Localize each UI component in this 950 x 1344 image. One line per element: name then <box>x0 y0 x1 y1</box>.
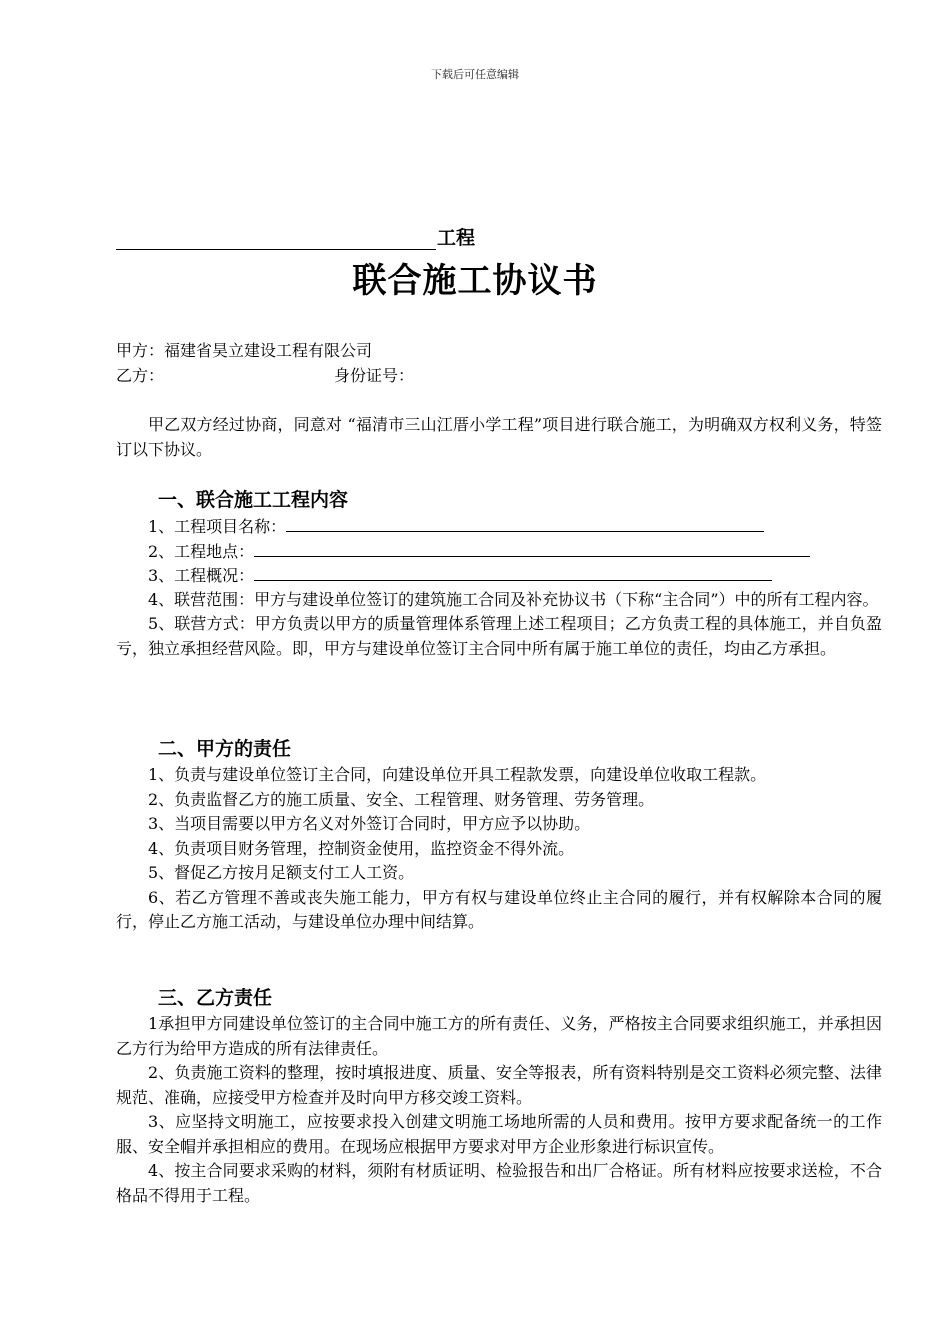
party-b-label: 乙方： <box>116 365 165 385</box>
party-b-line <box>116 364 882 389</box>
item-label: 3、工程概况： <box>148 566 255 585</box>
project-overview-fill-line <box>254 563 772 581</box>
section-1-item-4: 4、联营范围：甲方与建设单位签订的建筑施工合同及补充协议书（下称“主合同”）中的所有工程内容。 <box>148 589 879 609</box>
project-name-blank <box>116 229 436 250</box>
item-label: 1、工程项目名称： <box>148 517 287 536</box>
project-title-line <box>116 224 475 250</box>
list-item: 1承担甲方同建设单位签订的主合同中施工方的所有责任、义务，严格按主合同要求组织施工，并承担因乙方行为给甲方造成的所有法律责任。 <box>116 1014 882 1058</box>
section-1-item-2 <box>116 539 882 564</box>
list-item: 5、督促乙方按月足额支付工人工资。 <box>148 863 415 882</box>
id-number-label: 身份证号： <box>334 365 415 385</box>
project-name-fill-line <box>286 514 764 532</box>
section-2 <box>116 736 882 935</box>
list-item: 2、负责监督乙方的施工质量、安全、工程管理、财务管理、劳务管理。 <box>148 789 655 809</box>
list-item: 2、负责施工资料的整理，按时填报进度、质量、安全等报表，所有资料特别是交工资料必须完整、法律规范、准确，应接受甲方检查并及时向甲方移交竣工资料。 <box>116 1063 882 1107</box>
document-title: 联合施工协议书 <box>352 261 598 301</box>
header-note: 下载后可任意编辑 <box>431 68 519 81</box>
project-suffix: 工程 <box>437 227 476 249</box>
section-3-title: 三、乙方责任 <box>158 987 273 1009</box>
section-1-item-5: 5、联营方式：甲方负责以甲方的质量管理体系管理上述工程项目；乙方负责工程的具体施工，并自负盈亏，独立承担经营风险。即，甲方与建设单位签订主合同中所有属于施工单位的责任，均由乙方承担。 <box>116 614 882 658</box>
intro-paragraph: 甲乙双方经过协商，同意对 “福清市三山江厝小学工程”项目进行联合施工，为明确双方权利义务，特签订以下协议。 <box>116 415 882 459</box>
list-item: 6、若乙方管理不善或丧失施工能力，甲方有权与建设单位终止主合同的履行，并有权解除本合同的履行，停止乙方施工活动，与建设单位办理中间结算。 <box>116 887 882 931</box>
section-1-item-1 <box>116 514 882 539</box>
section-1 <box>116 487 882 661</box>
list-item: 1、负责与建设单位签订主合同，向建设单位开具工程款发票，向建设单位收取工程款。 <box>148 765 767 784</box>
item-label: 2、工程地点： <box>148 541 255 561</box>
section-1-title: 一、联合施工工程内容 <box>158 489 349 511</box>
list-item: 3、应坚持文明施工，应按要求投入创建文明施工场地所需的人员和费用。按甲方要求配备统一的工作服、安全帽并承担相应的费用。在现场应根据甲方要求对甲方企业形象进行标识宣传。 <box>116 1112 882 1156</box>
section-1-item-3 <box>116 563 882 588</box>
section-2-title: 二、甲方的责任 <box>158 738 292 760</box>
list-item: 4、按主合同要求采购的材料，须附有材质证明、检验报告和出厂合格证。所有材料应按要求送检，不合格品不得用于工程。 <box>116 1161 882 1205</box>
project-location-fill-line <box>254 539 810 557</box>
list-item: 3、当项目需要以甲方名义对外签订合同时，甲方应予以协助。 <box>148 814 591 833</box>
parties-block <box>116 339 882 388</box>
section-3 <box>116 985 882 1208</box>
list-item: 4、负责项目财务管理，控制资金使用，监控资金不得外流。 <box>148 838 575 858</box>
party-a-line: 甲方：福建省昊立建设工程有限公司 <box>116 341 373 360</box>
